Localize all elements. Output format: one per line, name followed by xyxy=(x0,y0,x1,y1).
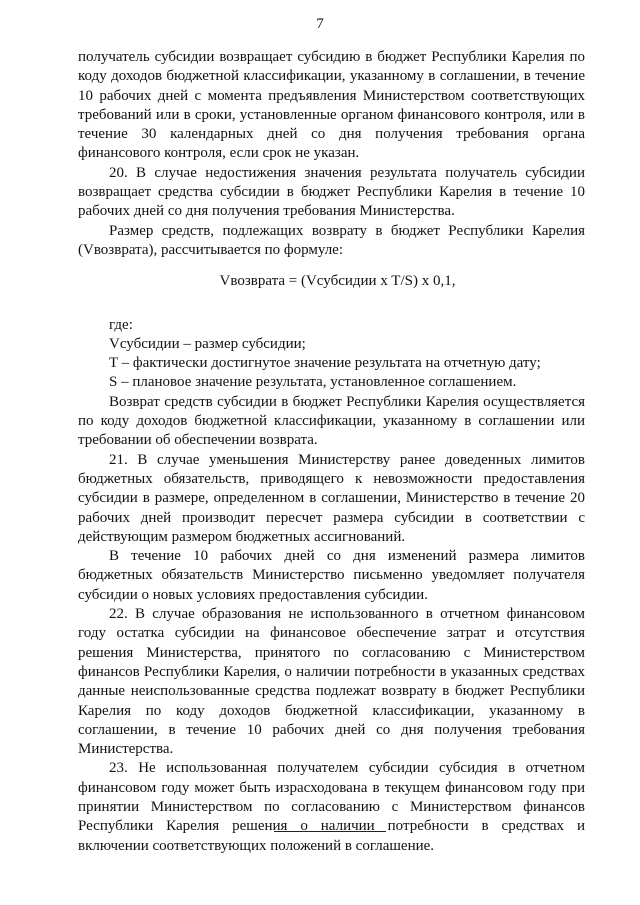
paragraph-21: 21. В случае уменьшения Министерству ранее доведенных лимитов бюджетных обязательств, приводящего к невозможности предоставления субсидии в размере, определенном в соглашении, Министерство в течение 20 рабочих дней производит пересчет размера субсидии в соответствии с действующим размером бюджетных ассигнований. xyxy=(78,451,585,545)
paragraph-21-notice: В течение 10 рабочих дней со дня изменений размера лимитов бюджетных обязательств Министерство письменно уведомляет получателя субсидии о новых условиях предоставления субсидии. xyxy=(78,548,585,603)
paragraph-continuation: получатель субсидии возвращает субсидию в бюджет Республики Карелия по коду доходов бюджетной классификации, указанному в соглашении, в течение 10 рабочих дней с момента предъявления Министерством соответствующих требований или в сроки, установленные органом финансового контроля, или в течение 30 календарных дней со дня получения требования органа финансового контроля, если срок не указан. xyxy=(78,49,585,162)
formula-var-t: T – фактически достигнутое значение результата на отчетную дату; xyxy=(109,355,541,372)
page-number: 7 xyxy=(316,16,324,32)
document-body xyxy=(78,48,585,856)
paragraph-20: 20. В случае недостижения значения результата получатель субсидии возвращает средства субсидии в бюджет Республики Карелия в течение 10 рабочих дней со дня получения требования Министерства. xyxy=(78,164,585,220)
end-of-text-rule xyxy=(274,831,386,832)
paragraph-refund-code: Возврат средств субсидии в бюджет Республики Карелия осуществляется по коду доходов бюджетной классификации, указанному в соглашении или требовании об обеспечении возврата. xyxy=(78,393,585,449)
paragraph-22: 22. В случае образования не использованного в отчетном финансовом году остатка субсидии на финансовое обеспечение затрат и отсутствия решения Министерства, принятого по согласованию с Министерством финансов Республики Карелия, о наличии потребности в указанных средствах данные неиспользованные средства подлежат возврату в бюджет Республики Карелия по коду доходов бюджетной классификации, указанному в соглашении, в течение 10 рабочих дней со дня получения требования Министерства. xyxy=(78,606,585,758)
formula-var-vsubsidy: Vсубсидии – размер субсидии; xyxy=(109,335,306,352)
formula-var-s: S – плановое значение результата, установленное соглашением. xyxy=(109,374,517,391)
paragraph-23: 23. Не использованная получателем субсидии субсидия в отчетном финансовом году может быть израсходована в текущем финансовом году при принятии Министерством по согласованию с Министерством финансов Республики Карелия решения о наличии потребности в средствах и включении соответствующих положений в соглашение. xyxy=(78,760,585,854)
paragraph-refund-amount: Размер средств, подлежащих возврату в бюджет Республики Карелия (Vвозврата), рассчитывается по формуле: xyxy=(78,222,585,258)
formula-where: где: xyxy=(109,316,133,333)
refund-formula: Vвозврата = (Vсубсидии x T/S) x 0,1, xyxy=(219,273,456,290)
